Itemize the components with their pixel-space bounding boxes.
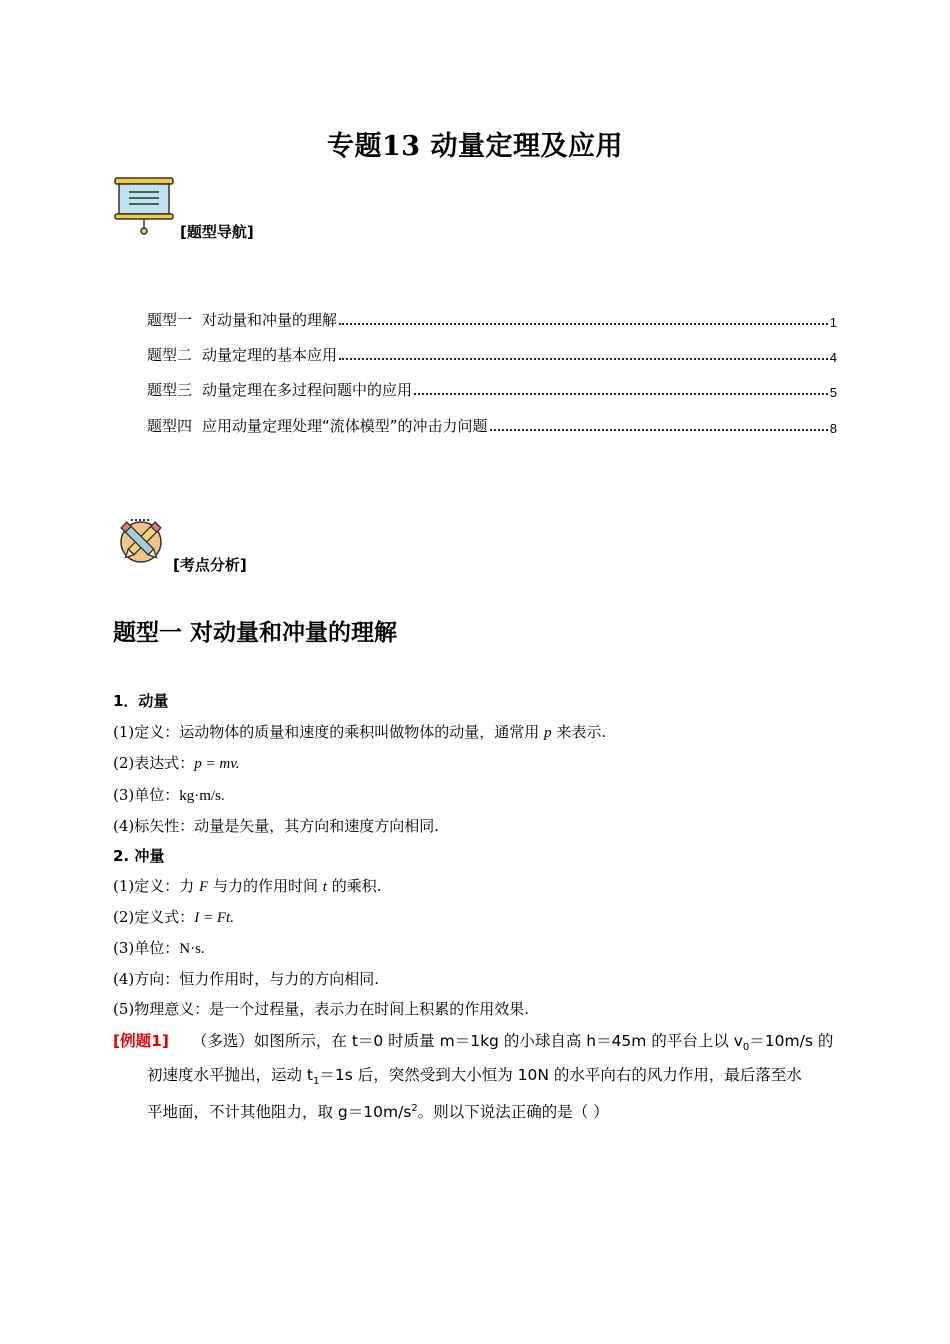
impulse-definition: (1)定义：力 F 与力的作用时间 t 的乘积. (113, 877, 382, 895)
toc-item[interactable]: 题型一 对动量和冲量的理解 1 (147, 311, 837, 330)
momentum-vector: (4)标矢性：动量是矢量，其方向和速度方向相同. (113, 817, 440, 835)
table-of-contents (147, 306, 837, 446)
section-heading: 题型一 对动量和冲量的理解 (113, 620, 398, 646)
example-tag: [例题1] (113, 1032, 169, 1050)
toc-item[interactable]: 题型二 动量定理的基本应用 4 (147, 346, 837, 365)
impulse-unit: (3)单位：N·s. (113, 939, 205, 957)
toc-leader (339, 323, 828, 325)
impulse-meaning: (5)物理意义：是一个过程量，表示力在时间上积累的作用效果. (113, 1000, 530, 1018)
momentum-unit: (3)单位：kg·m/s. (113, 786, 225, 804)
momentum-heading: 1．动量 (113, 692, 169, 710)
presentation-board-icon (113, 176, 175, 236)
crossed-pencils-icon (116, 516, 166, 566)
toc-leader (414, 393, 828, 395)
impulse-heading: 2. 冲量 (113, 847, 165, 865)
toc-leader (490, 429, 828, 431)
impulse-direction: (4)方向：恒力作用时，与力的方向相同. (113, 970, 380, 988)
analysis-label: [考点分析] (173, 556, 247, 574)
momentum-definition: (1)定义：运动物体的质量和速度的乘积叫做物体的动量，通常用 p 来表示. (113, 723, 607, 741)
toc-item[interactable]: 题型三 动量定理在多过程问题中的应用 5 (147, 381, 837, 400)
nav-label: [题型导航] (180, 223, 254, 241)
example-problem: [例题1] （多选）如图所示，在 t＝0 时质量 m＝1kg 的小球自高 h＝45m 的平台上以 $v_0=10m/s$ 的 初速度水平抛出，运动 $t_1=1s$ 后，突然受到大小恒为 10N 的水平向右的风力作用，最后落至水 平地面，不计其他阻力，取 $g=10m/s^2$。则以下说法正确的是（ ） (113, 1032, 834, 1122)
toc-leader (339, 358, 828, 360)
momentum-expression: (2)表达式：p = mv. (113, 754, 240, 772)
impulse-expression: (2)定义式：I = Ft. (113, 908, 234, 926)
page-title: 专题13 动量定理及应用 (327, 131, 623, 162)
toc-item[interactable]: 题型四 应用动量定理处理“流体模型”的冲击力问题 8 (147, 417, 837, 436)
